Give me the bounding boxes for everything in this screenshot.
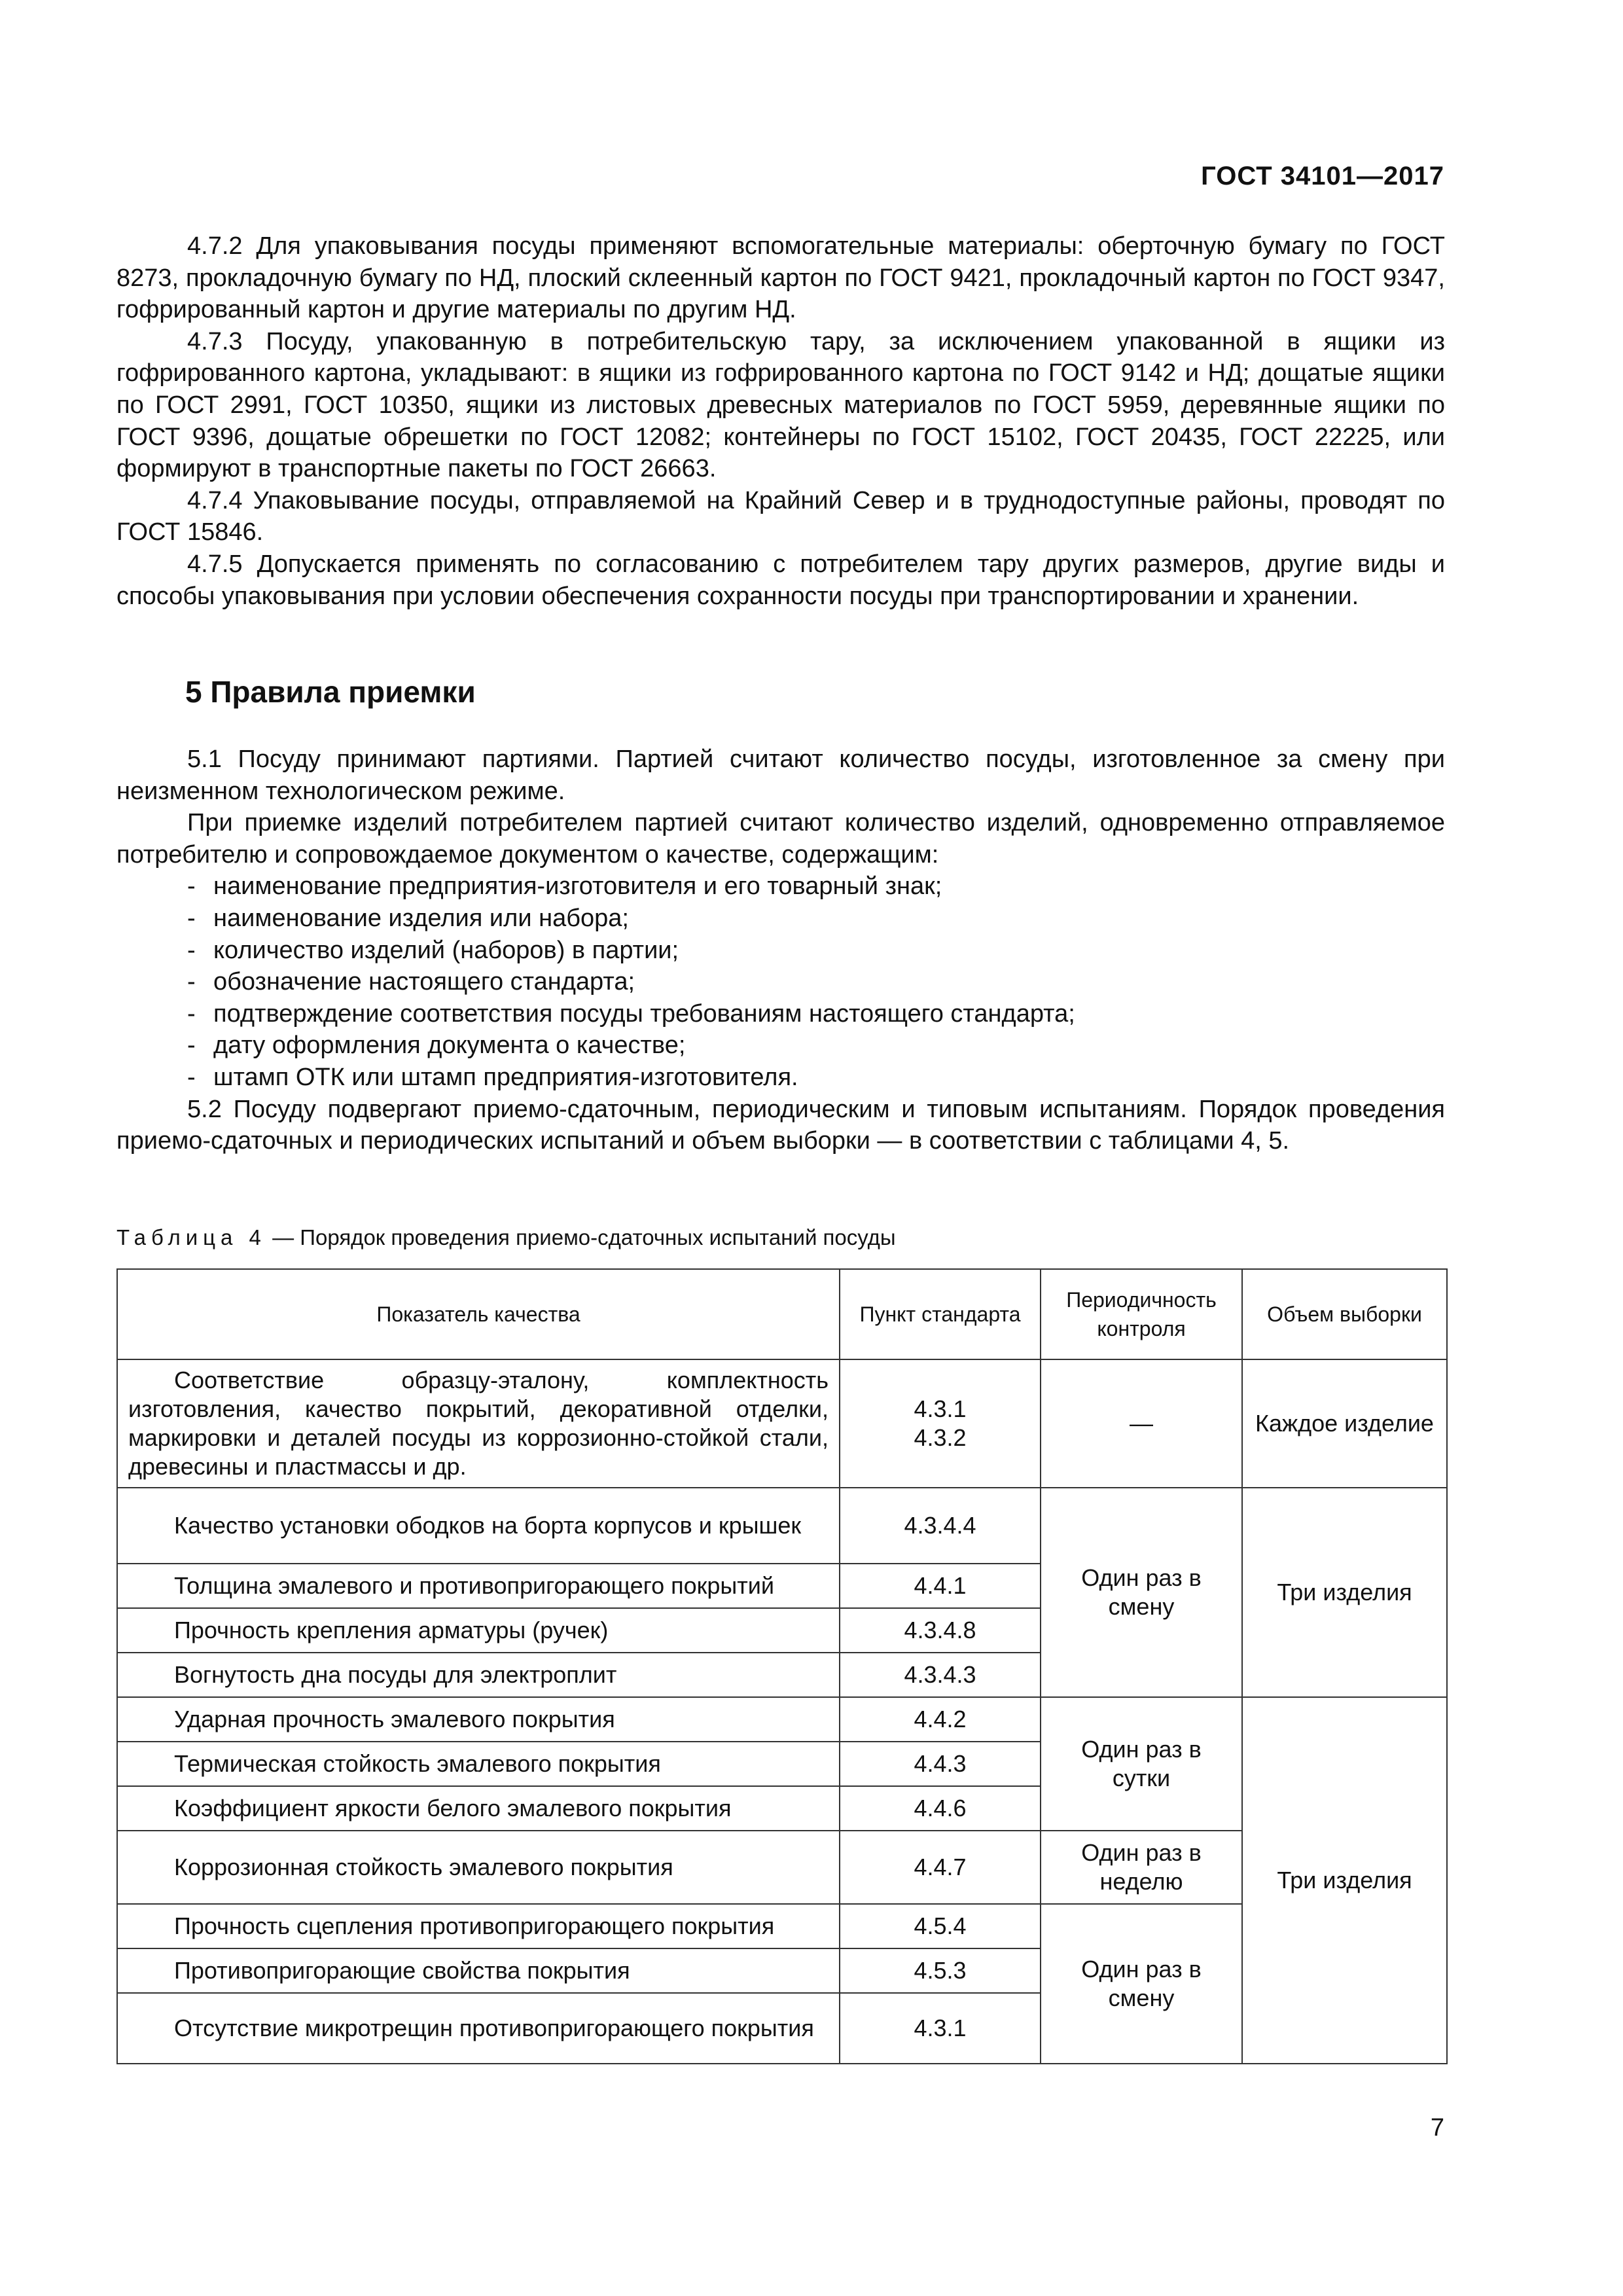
periodicity-cell: Один раз в смену (1041, 1488, 1242, 1697)
paragraph-4-7-5: 4.7.5 Допускается применять по согласованию с потребителем тару других размеров, другие виды и способы упаковывания при условии обеспечения сохранности посуды при транспортировании и хранении. (116, 550, 1445, 610)
page-number: 7 (1430, 2114, 1444, 2142)
indicator-cell: Вогнутость дна посуды для электроплит (117, 1653, 840, 1697)
periodicity-cell: — (1041, 1359, 1242, 1488)
indicator-cell: Качество установки ободков на борта корпусов и крышек (117, 1488, 840, 1564)
clause-cell: 4.4.3 (840, 1742, 1041, 1786)
document-code: ГОСТ 34101—2017 (1201, 162, 1444, 190)
list-item: - наименование изделия или набора; (187, 903, 1445, 935)
section-5-text (116, 744, 1445, 1157)
clause-cell: 4.4.1 (840, 1564, 1041, 1608)
clause-cell: 4.5.4 (840, 1904, 1041, 1948)
paragraph-4-7-2: 4.7.2 Для упаковывания посуды применяют вспомогательные материалы: оберточную бумагу по ГОСТ 8273, прокладочную бумагу по НД, плоский склеенный картон по ГОСТ 9421, прокладочный картон по ГОСТ 9347, гофрированный картон и другие материалы по другим НД. (116, 232, 1445, 324)
table-header-row (117, 1269, 1447, 1359)
list-item: - подтверждение соответствия посуды требованиям настоящего стандарта; (187, 998, 1445, 1030)
list-item: - обозначение настоящего стандарта; (187, 966, 1445, 998)
clause-cell: 4.4.6 (840, 1786, 1041, 1831)
section-5-heading: 5 Правила приемки (185, 675, 476, 709)
section-4-7-text (116, 230, 1445, 612)
table-4 (116, 1268, 1448, 2064)
indicator-cell: Соответствие образцу-эталону, комплектность изготовления, качество покрытий, декоративной отделки, маркировки и деталей посуды из коррозионно-стойкой стали, древесины и пластмассы и др. (117, 1359, 840, 1488)
quality-document-list (116, 870, 1445, 1093)
clause-cell: 4.3.1 (840, 1993, 1041, 2064)
indicator-cell: Коэффициент яркости белого эмалевого покрытия (117, 1786, 840, 1831)
paragraph-4-7-4: 4.7.4 Упаковывание посуды, отправляемой на Крайний Север и в труднодоступные районы, проводят по ГОСТ 15846. (116, 486, 1445, 547)
header-sample: Объем выборки (1242, 1269, 1447, 1359)
header-clause: Пункт стандарта (840, 1269, 1041, 1359)
table-row (117, 1697, 1447, 1742)
periodicity-cell: Один раз в смену (1041, 1904, 1242, 2064)
indicator-cell: Отсутствие микротрещин противопригорающего покрытия (117, 1993, 840, 2064)
indicator-cell: Толщина эмалевого и противопригорающего покрытий (117, 1564, 840, 1608)
table-4-caption (116, 1225, 896, 1250)
paragraph-5-1: 5.1 Посуду принимают партиями. Партией считают количество посуды, изготовленное за смену при неизменном технологическом режиме. (116, 745, 1445, 805)
paragraph-5-1-b: При приемке изделий потребителем партией считают количество изделий, одновременно отправляемое потребителю и сопровождаемое документом о качестве, содержащим: (116, 809, 1445, 869)
list-item: - штамп ОТК или штамп предприятия-изготовителя. (187, 1062, 1445, 1094)
header-periodicity: Периодичность контроля (1041, 1269, 1242, 1359)
table-row (117, 1359, 1447, 1488)
sample-cell: Каждое изделие (1242, 1359, 1447, 1488)
indicator-cell: Термическая стойкость эмалевого покрытия (117, 1742, 840, 1786)
indicator-cell: Прочность крепления арматуры (ручек) (117, 1608, 840, 1653)
paragraph-4-7-3: 4.7.3 Посуду, упакованную в потребительскую тару, за исключением упакованной в ящики из гофрированного картона, укладывают: в ящики из гофрированного картона по ГОСТ 9142 и НД; дощатые ящики по ГОСТ 2991, ГОСТ 10350, ящики из листовых древесных материалов по ГОСТ 5959, деревянные ящики по ГОСТ 9396, дощатые обрешетки по ГОСТ 12082; контейнеры по ГОСТ 15102, ГОСТ 20435, ГОСТ 22225, или формируют в транспортные пакеты по ГОСТ 26663. (116, 327, 1445, 483)
sample-cell: Три изделия (1242, 1697, 1447, 2064)
clause: 4.3.1 (914, 1395, 967, 1422)
clause-cell: 4.3.4.8 (840, 1608, 1041, 1653)
list-item: - наименование предприятия-изготовителя и его товарный знак; (187, 870, 1445, 903)
periodicity-cell: Один раз в неделю (1041, 1831, 1242, 1904)
table-4-label: Таблица 4 (116, 1225, 266, 1249)
clause-cell: 4.3.4.4 (840, 1488, 1041, 1564)
clause-cell (840, 1359, 1041, 1488)
paragraph-5-2: 5.2 Посуду подвергают приемо-сдаточным, периодическим и типовым испытаниям. Порядок проведения приемо-сдаточных и периодических испытаний и объем выборки — в соответствии с таблицами 4, 5. (116, 1095, 1445, 1155)
indicator-cell: Прочность сцепления противопригорающего покрытия (117, 1904, 840, 1948)
list-item: - дату оформления документа о качестве; (187, 1030, 1445, 1062)
indicator-cell: Противопригорающие свойства покрытия (117, 1948, 840, 1993)
clause: 4.3.2 (914, 1424, 967, 1451)
clause-cell: 4.4.2 (840, 1697, 1041, 1742)
clause-cell: 4.3.4.3 (840, 1653, 1041, 1697)
table-4-title: — Порядок проведения приемо-сдаточных испытаний посуды (266, 1225, 896, 1249)
sample-cell: Три изделия (1242, 1488, 1447, 1697)
clause-cell: 4.4.7 (840, 1831, 1041, 1904)
list-item: - количество изделий (наборов) в партии; (187, 935, 1445, 967)
clause-cell: 4.5.3 (840, 1948, 1041, 1993)
periodicity-cell: Один раз в сутки (1041, 1697, 1242, 1831)
indicator-cell: Коррозионная стойкость эмалевого покрытия (117, 1831, 840, 1904)
header-indicator: Показатель качества (117, 1269, 840, 1359)
table-row (117, 1488, 1447, 1564)
indicator-cell: Ударная прочность эмалевого покрытия (117, 1697, 840, 1742)
